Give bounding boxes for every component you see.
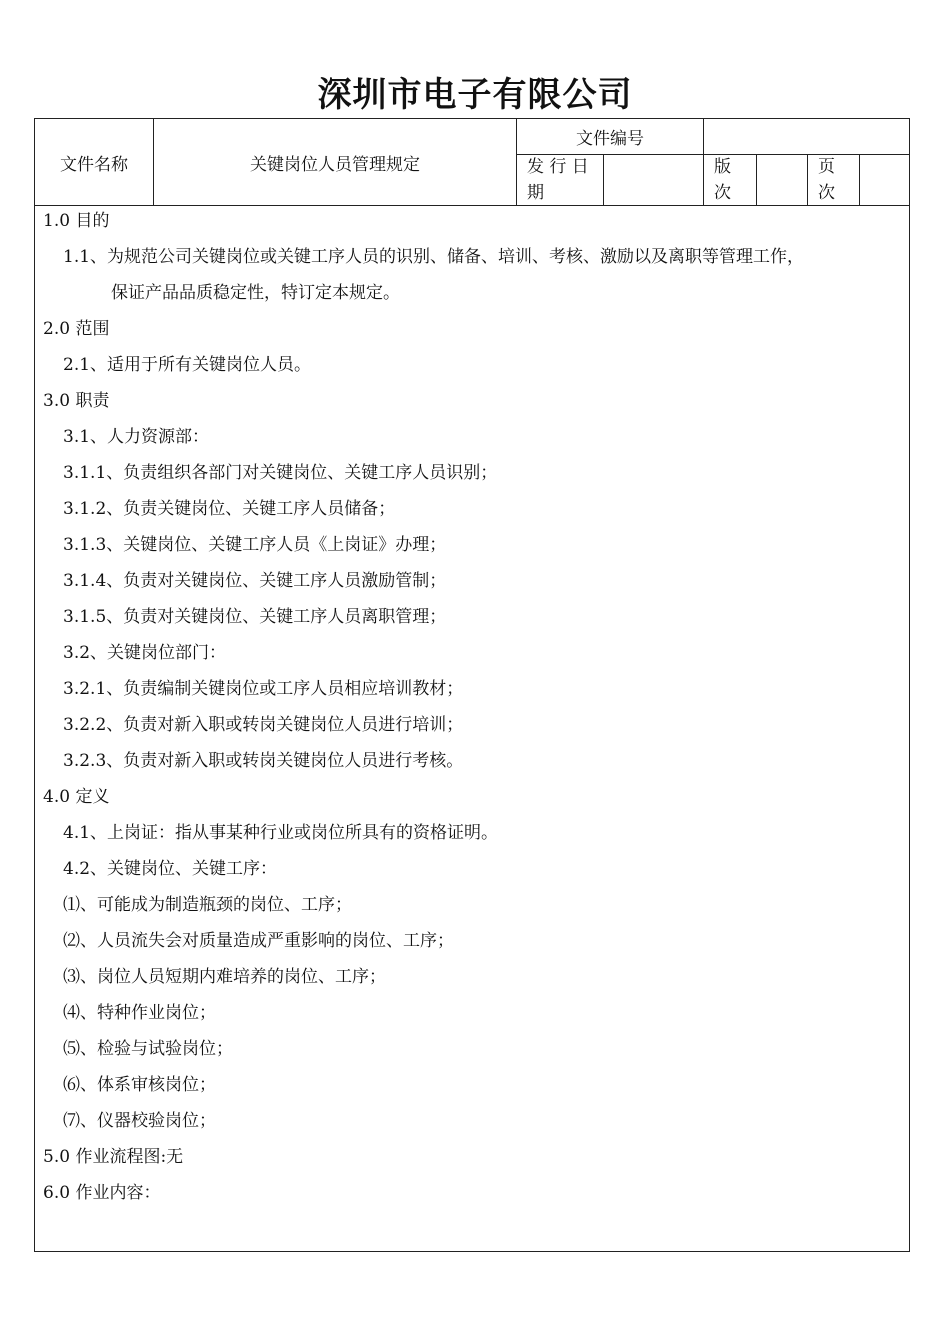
issue-date-label: 发 行 日 期 [527,157,589,203]
version-value [757,155,807,205]
content-line: ⑹、体系审核岗位； [63,1075,216,1095]
content-line: ⑸、检验与试验岗位； [63,1039,233,1059]
content-line: ⑵、人员流失会对质量造成严重影响的岗位、工序； [63,931,454,951]
content-line: 3.1.3、关键岗位、关键工序人员《上岗证》办理； [63,535,447,555]
content-line: 1.1、为规范公司关键岗位或关键工序人员的识别、储备、培训、考核、激励以及离职等管理工作， [63,247,805,267]
content-line: 保证产品品质稳定性，特订定本规定。 [111,283,400,303]
content-line: 3.2.2、负责对新入职或转岗关键岗位人员进行培训； [63,715,464,735]
header-table [35,119,909,206]
content-line: 3.1.1、负责组织各部门对关键岗位、关键工序人员识别； [63,463,498,483]
content-line: ⑴、可能成为制造瓶颈的岗位、工序； [63,895,352,915]
file-no-value [704,119,909,154]
section-heading: 6.0 作业内容： [43,1183,161,1203]
section-heading: 3.0 职责 [43,391,110,411]
content-line: ⑷、特种作业岗位； [63,1003,216,1023]
content-line: 3.2、关键岗位部门： [63,643,227,663]
section-heading: 2.0 范围 [43,319,110,339]
content-line: 4.1、上岗证：指从事某种行业或岗位所具有的资格证明。 [63,823,499,843]
page-label: 页 次 [818,157,835,203]
content-line: ⑺、仪器校验岗位； [63,1111,216,1131]
content-line: 4.2、关键岗位、关键工序： [63,859,278,879]
file-name-label: 文件名称 [60,154,128,175]
version-label: 版 次 [714,157,731,203]
content-line: 3.1.5、负责对关键岗位、关键工序人员离职管理； [63,607,447,627]
section-heading: 1.0 目的 [43,211,110,231]
document-title: 深圳市电子有限公司 [317,75,633,115]
page-value [860,155,909,205]
document-frame [34,118,910,1252]
content-line: 3.2.3、负责对新入职或转岗关键岗位人员进行考核。 [63,751,464,771]
content-line: 2.1、适用于所有关键岗位人员。 [63,355,312,375]
section-heading: 5.0 作业流程图:无 [43,1147,184,1167]
content-line: 3.1、人力资源部： [63,427,210,447]
content-line: 3.1.2、负责关键岗位、关键工序人员储备； [63,499,396,519]
content-line: 3.1.4、负责对关键岗位、关键工序人员激励管制； [63,571,447,591]
content-line: ⑶、岗位人员短期内难培养的岗位、工序； [63,967,386,987]
file-no-label: 文件编号 [576,129,644,149]
file-name-value: 关键岗位人员管理规定 [250,154,420,175]
section-heading: 4.0 定义 [43,787,110,807]
issue-date-value [604,155,703,205]
content-line: 3.2.1、负责编制关键岗位或工序人员相应培训教材； [63,679,464,699]
